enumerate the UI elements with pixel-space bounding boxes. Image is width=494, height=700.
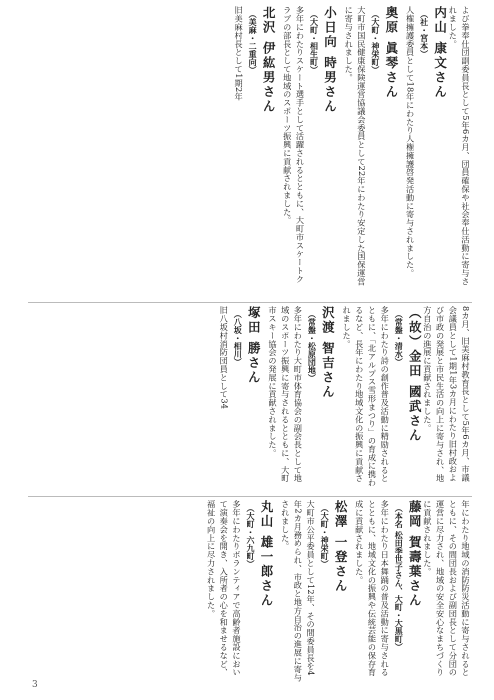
recipient-name: 丸山 雄一郎さん [258, 500, 274, 608]
recipient-description: 大町市国民健康保険運営協議会委員として22年にわたり安定した国保運営に寄与されました。 [344, 6, 367, 286]
entry-maruyama [205, 500, 273, 682]
continued-text: よび拳奉仕団副委員長として5年6カ月、団員確保や社会奉仕活動に寄与されました。 [448, 6, 471, 286]
recipient-area: （大町・神栄町） [320, 504, 331, 568]
entry-fujioka [353, 500, 421, 682]
recipient-description: 多年にわたりボランティアで高齢者施設において演奏会を開き、入所者の心を和ませるなど、福祉の向上に尽力されました。 [206, 500, 242, 677]
recipient-description: 多年にわたり詩の創作普及活動に精励されるとともに、「北アルプス雪形まつり」の育成に携わるなど、長年にわたり地域文化の振興に貢献されました。 [342, 306, 391, 487]
entry-okuhara [342, 6, 397, 286]
recipient-description: 旧美麻村長として1期2年 [234, 6, 245, 101]
recipient-name: 北沢 伊紘男さん [261, 6, 277, 114]
recipient-name: 内山 康文さん [432, 6, 448, 100]
recipient-area: （大町・神栄町） [370, 10, 381, 74]
page-number: 3 [32, 680, 38, 690]
recipient-name: 沢渡 智吉さん [320, 306, 336, 400]
recipient-name: 奥原 眞琴さん [383, 6, 399, 100]
recipient-area: （本名 松田季世子さん、大町・大黒町） [394, 504, 405, 651]
recipient-description: 大町市公平委員として12年、その間委員長を4年2カ月務められ、市政と地方自治の進展に寄与されました。 [280, 500, 317, 682]
lower-section [28, 500, 472, 688]
middle-section [28, 306, 472, 494]
recipient-area: （八坂・相川） [233, 310, 244, 366]
entry-kohinata [281, 6, 336, 286]
recipient-area: （常盤・清水） [394, 310, 405, 366]
entry-uchiyama [404, 6, 447, 286]
recipient-name: 藤岡 賀壽葉さん [407, 500, 423, 608]
recipient-name: 松澤 一登さん [333, 500, 349, 594]
continued-text: 年にわたり地域の消防防災活動に寄与されるとともに、その間団長および副団長として分団の運営に尽力され、地域の安全安心なまちづくりに貢献されました。 [422, 500, 471, 677]
upper-section [28, 6, 472, 300]
recipient-area: （美麻・二重向） [248, 10, 259, 74]
recipient-description: 多年にわたり日本舞踊の普及活動に寄与されるとともに、地域文化の振興や伝統芸能の保存育成に貢献されました。 [354, 500, 391, 677]
entry-tsukada [218, 306, 261, 488]
recipient-description: 旧八坂村消防団員として34 [219, 306, 230, 410]
entry-sawatari [266, 306, 334, 488]
recipient-area: （大町・相生町） [309, 10, 320, 74]
recipient-area: （大町・六九町） [245, 504, 256, 568]
section-divider [28, 302, 472, 303]
recipient-description: 多年にわたりスケート選手として活躍されるとともに、大町市スケートクラブの部長として地域のスポーツ振興に貢献されました。 [282, 6, 306, 284]
section-divider [28, 496, 472, 497]
recipient-name: （故）金田 國武さん [407, 306, 423, 443]
recipient-area: （社・宮本） [419, 10, 430, 58]
entry-matsuzawa [279, 500, 347, 682]
recipient-name: 小日向 時男さん [322, 6, 338, 114]
recipient-name: 塚田 勝さん [246, 306, 262, 385]
recipient-area: （常盤・松原団地） [307, 310, 318, 382]
recipient-description: 多年にわたり大町市体育協会の副会長として地域のスポーツ振興に寄与されるとともに、大町市スキー協会の発展に貢献されました。 [267, 306, 304, 483]
entry-kitazawa [232, 6, 275, 286]
continued-text: 8カ月、旧美麻村教育長として5年6カ月、市議会議員として1期1年3カ月にわたり旧村政および市政の発展と市民生活の向上に寄与され、地方自治の進展に貢献されました。 [422, 306, 471, 483]
recipient-description: 人権擁護委員として18年にわたり人権擁護啓発活動に寄与されました。 [405, 6, 416, 278]
entry-kaneda [340, 306, 421, 488]
